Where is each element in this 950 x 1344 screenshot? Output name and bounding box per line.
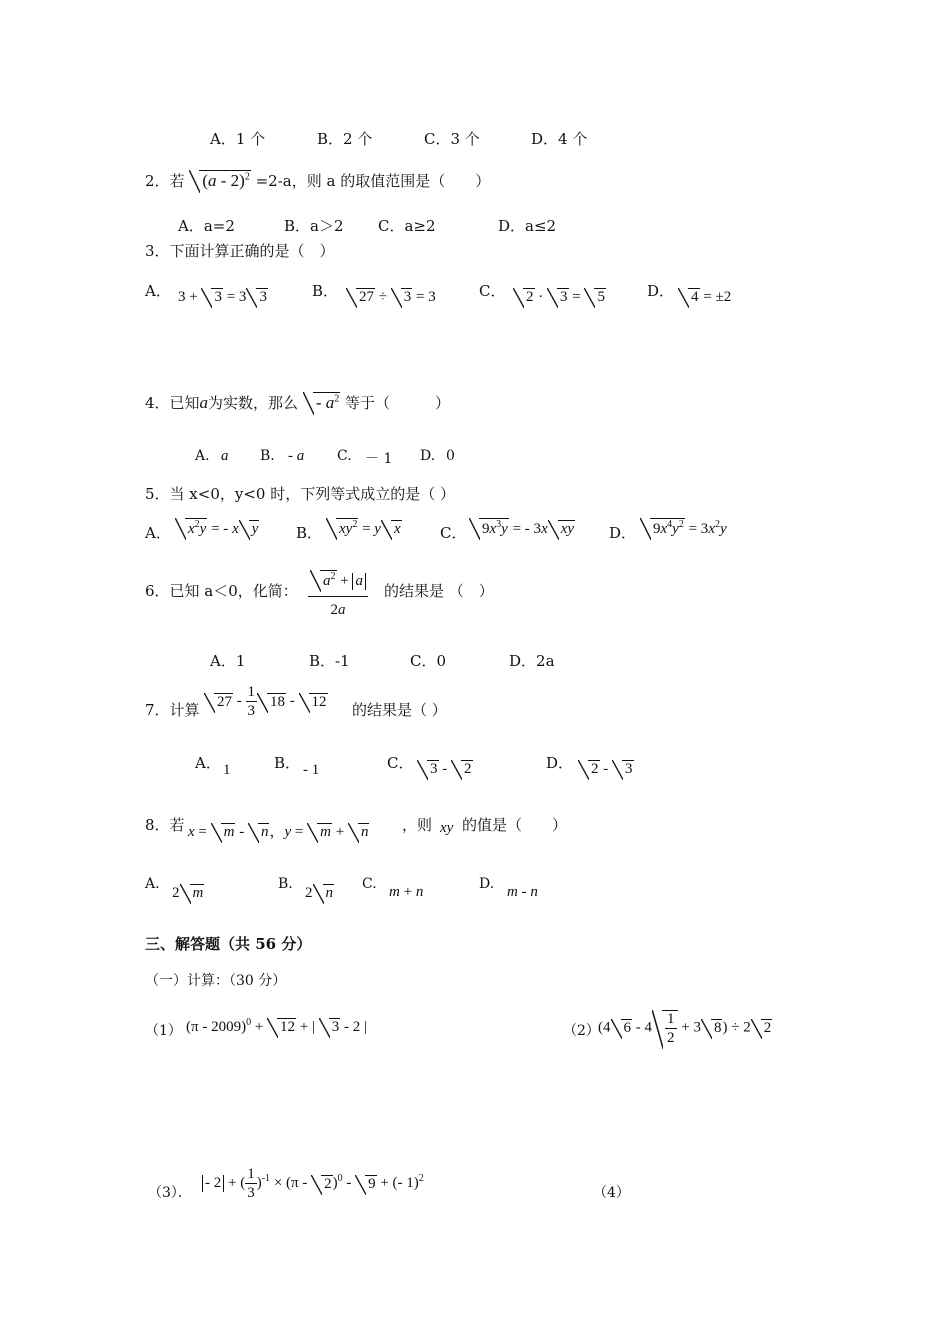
q7-value-c: 3 - 2 bbox=[417, 760, 473, 778]
question-8-post: ，则 bbox=[402, 816, 433, 834]
q5-label-b: B． bbox=[296, 524, 323, 542]
q4-label-a: A. bbox=[195, 448, 210, 464]
q8-formula: x = m - n，y = m + n bbox=[188, 824, 369, 840]
q4-label-d: D. bbox=[420, 448, 436, 464]
q5-formula-a: $x^2y$ = - x y bbox=[175, 518, 259, 538]
q6-option-c: C．0 bbox=[410, 652, 447, 670]
q6-option-b: B．-1 bbox=[309, 652, 350, 670]
q3-formula-c: 2 · 3 = 5 bbox=[513, 288, 606, 306]
q7-value-d: 2 - 3 bbox=[578, 760, 634, 778]
question-8-post2: 的值是（ ） bbox=[462, 816, 568, 834]
q3-label-c: C． bbox=[479, 282, 506, 300]
q4-label-c: C. bbox=[337, 448, 352, 464]
question-7-post: 的结果是（ ） bbox=[352, 701, 447, 719]
q8-value-b: 2 n bbox=[305, 885, 333, 901]
q8-value-c: m + n bbox=[389, 884, 424, 900]
q7-label-b: B． bbox=[274, 754, 301, 772]
q7-label-a: A． bbox=[195, 754, 221, 772]
q4-formula: - $a^2$ bbox=[303, 392, 340, 413]
q5-formula-c: $9x^3y$ = - 3x xy bbox=[469, 518, 575, 538]
q2-option-c: C．a≥2 bbox=[378, 217, 436, 235]
q3-label-a: A． bbox=[145, 282, 171, 300]
problem-2-label: （2） bbox=[563, 1023, 600, 1039]
q4-var: a bbox=[199, 393, 209, 412]
q5-formula-d: $9x^4y^2 = 3x^2y$ bbox=[640, 518, 727, 538]
q2-option-a: A．a=2 bbox=[178, 217, 235, 235]
q8-value-d: m - n bbox=[507, 884, 538, 900]
question-7-pre: 7．计算 bbox=[145, 701, 200, 719]
question-6-pre: 6．已知 a＜0，化简： bbox=[145, 582, 298, 600]
q5-label-c: C． bbox=[440, 524, 467, 542]
q8-value-a: 2 m bbox=[172, 885, 204, 901]
q3-label-d: D． bbox=[647, 282, 675, 300]
q4-value-a: a bbox=[221, 448, 229, 464]
problem-2-formula: (4 6 - 4 $\frac{1}{2}$ + 3 8) ÷ 2 2 bbox=[598, 1011, 772, 1046]
q8-label-d: D. bbox=[479, 876, 495, 892]
question-3: 3．下面计算正确的是（ ） bbox=[145, 242, 335, 260]
question-5: 5．当 x<0，y<0 时，下列等式成立的是（ ） bbox=[145, 485, 456, 503]
q6-option-a: A．1 bbox=[210, 652, 246, 670]
q2-number: 2．若 bbox=[145, 172, 185, 190]
q4-value-c: － 1 bbox=[365, 451, 393, 467]
problem-1-label: （1） bbox=[145, 1023, 182, 1039]
q8-label-a: A. bbox=[145, 876, 160, 892]
q3-formula-b: 27 ÷ 3 = 3 bbox=[346, 288, 436, 306]
q7-value-b: - 1 bbox=[303, 762, 320, 778]
q4-mid: 为实数，那么 bbox=[208, 394, 299, 412]
q7-formula: 27 - $\frac{1}{3}$ 18 - 12 bbox=[204, 684, 328, 720]
q4-post: 等于（ ） bbox=[345, 394, 451, 412]
q4-label-b: B. bbox=[260, 448, 275, 464]
q3-formula-d: 4 = ±2 bbox=[678, 288, 731, 306]
q2-option-d: D．a≤2 bbox=[498, 217, 557, 235]
q7-label-c: C． bbox=[387, 754, 414, 772]
question-4 bbox=[145, 392, 450, 413]
q5-formula-b: $xy^2 = y$ x bbox=[326, 518, 402, 538]
q2-rhs: =2-a bbox=[255, 172, 292, 190]
q3-formula-a: 3 + 3 = 3 3 bbox=[178, 289, 267, 305]
q6-option-d: D．2a bbox=[509, 652, 555, 670]
q2-rest: ，则 a 的取值范围是（ ） bbox=[291, 172, 491, 190]
problem-1-formula: (π - 2009)$^0$ + 12 + | 3 - 2 | bbox=[186, 1017, 367, 1035]
q8-label-c: C. bbox=[362, 876, 377, 892]
problem-3-label: （3）． bbox=[148, 1185, 192, 1201]
q6-formula: $\frac{a^2 + a}{2a}$ bbox=[308, 570, 368, 619]
q1-option-d: D．4 个 bbox=[531, 130, 588, 148]
q4-value-d: 0 bbox=[446, 448, 455, 464]
q2-formula: (a - 2)$^2$ bbox=[189, 170, 251, 191]
q5-label-d: D． bbox=[609, 524, 637, 542]
question-8-pre: 8．若 bbox=[145, 816, 185, 834]
q2-option-b: B．a＞2 bbox=[284, 217, 344, 235]
q7-label-d: D． bbox=[546, 754, 574, 772]
q8-var-xy: xy bbox=[440, 820, 454, 836]
q8-label-b: B. bbox=[278, 876, 293, 892]
problem-3-formula: - 2 + ( $\frac{1}{3}$ )$^{-1}$ × (π - 2)$^0$ - 9 + (- 1)$^2$ bbox=[202, 1166, 424, 1202]
problem-4-label: （4） bbox=[593, 1185, 630, 1201]
question-2 bbox=[145, 170, 490, 191]
section-3-title: 三、解答题（共 56 分） bbox=[145, 935, 312, 953]
q7-value-a: 1 bbox=[223, 762, 231, 778]
question-6-post: 的结果是 （ ） bbox=[384, 582, 494, 600]
q1-option-b: B．2 个 bbox=[317, 130, 373, 148]
q3-label-b: B． bbox=[312, 282, 339, 300]
q1-option-c: C．3 个 bbox=[424, 130, 480, 148]
q5-label-a: A． bbox=[145, 524, 171, 542]
q4-value-b: - a bbox=[288, 448, 305, 464]
section-3-subtitle: （一）计算：（30 分） bbox=[145, 973, 287, 989]
q4-pre: 4．已知 bbox=[145, 394, 200, 412]
q1-option-a: A．1 个 bbox=[210, 130, 266, 148]
